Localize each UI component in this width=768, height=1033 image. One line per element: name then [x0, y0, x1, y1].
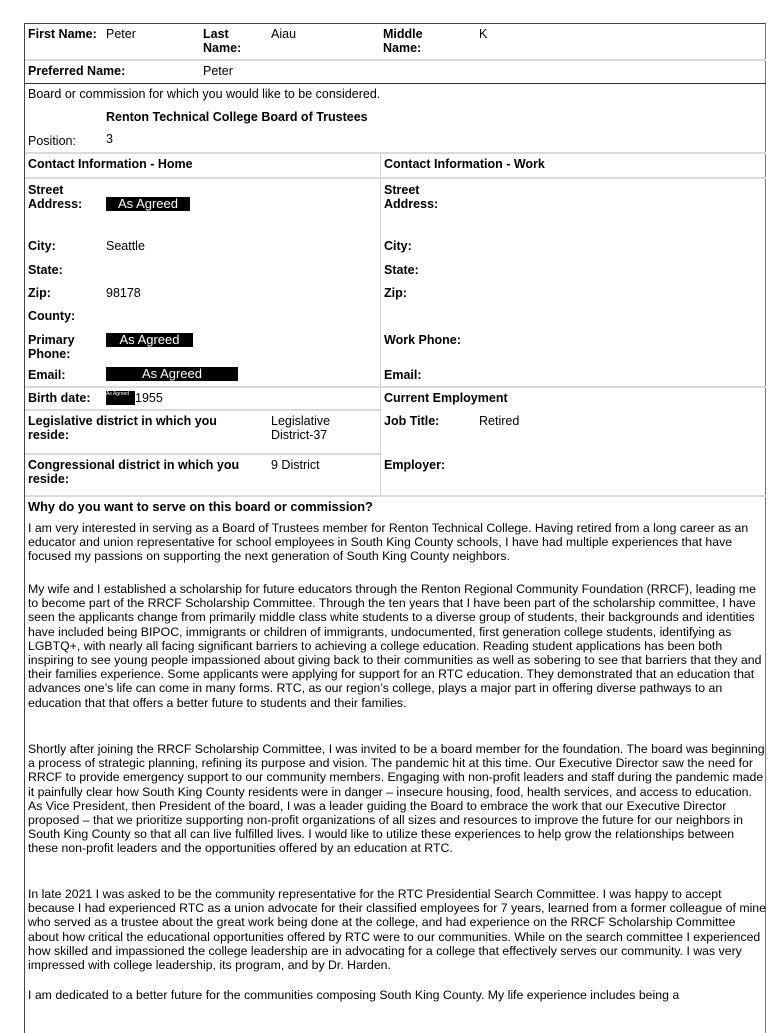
essay-paragraph: I am dedicated to a better future for the communities composing South King County. My life experience includes being a: [28, 988, 680, 1002]
divider: [25, 495, 766, 497]
last-name-label: Last Name:: [203, 27, 242, 55]
position-label: Position:: [28, 134, 76, 148]
middle-name-label: Middle Name:: [383, 27, 423, 55]
home-zip-label: Zip:: [28, 286, 51, 300]
essay-paragraph: Shortly after joining the RRCF Scholarship Committee, I was invited to be a board member for the foundation. The board was beginning a process of strategic planning, refining its purpose and vision. The pandemic hit at this time. Our Executive Director saw the need for RRCF to provide emergency support to our community members. Engaging with non-profit leaders and staff during the pandemic made it painfully clear how South King County residents were in danger – insecure housing, food, health services, and access to education. As Vice President, then President of the board, I was a leader guiding the Board to embrace the work that our Executive Director proposed – that we prioritize supporting non-profit organizations of all sizes and resources to improve the future for our neighbors in South King County so that all can live fulfilled lives. I would like to utilize these experiences to help grow the relationships between these non-profit leaders and the opportunities offered by an education at RTC.: [28, 742, 765, 856]
essay-paragraph: My wife and I established a scholarship for future educators through the Renton Regional Community Foundation (RRCF), leading me to become part of the RRCF Scholarship Committee. Through the ten years that I have been part of the scholarship committee, I have seen the applicants change from primarily middle class white students to a diverse group of students, their backgrounds and identities have included being BIPOC, immigrants or children of immigrants, undocumented, first generation college students, identifying as LGBTQ+, with nearly all facing significant barriers to achieving a college education. Reading student applications has been both inspiring to see young people impassioned about giving back to their communities as well as sobering to see that barriers that they and their families experience. Some applicants were applying for support for an RTC education. They demonstrated that an education that advances one’s life can come in many forms. RTC, as our region’s college, plays a major part in offering diverse pathways to an education that that offers a better future to students and their families.: [28, 582, 762, 710]
essay-paragraph: In late 2021 I was asked to be the community representative for the RTC Presidential Search Committee. I was happy to accept because I had experienced RTC as a union advocate for their classified employees for 7 years, learned from a former colleague of mine who served as a trustee about the great work being done at the college, and had experience on the RRCF Scholarship Committee about how critical the educational opportunities offered by RTC were to our communities. While on the search committee I experienced how skilled and impassioned the college leadership are in advocating for a college that effectively serves our community. I was very impressed with college leadership, its program, and by Dr. Harden.: [28, 887, 766, 973]
preferred-name-label: Preferred Name:: [28, 64, 126, 78]
divider: [25, 177, 766, 179]
contact-work-heading: Contact Information - Work: [384, 157, 545, 171]
divider: [25, 409, 380, 411]
birth-date-redacted: As Agreed: [106, 391, 135, 405]
home-zip-value: 98178: [106, 286, 141, 300]
job-title-value: Retired: [479, 414, 520, 428]
home-city-value: Seattle: [106, 239, 145, 253]
home-city-label: City:: [28, 239, 56, 253]
work-state-label: State:: [384, 263, 419, 277]
divider: [25, 453, 380, 455]
home-street-value-redacted: As Agreed: [106, 197, 190, 211]
essay-paragraph: I am very interested in serving as a Board of Trustees member for Renton Technical College. Having retired from a long career as an educator and union representative for school employees in South King County schools, I have had multiple experiences that have focused my passions on supporting the next generation of South King County neighbors.: [28, 521, 749, 564]
work-phone-label: Work Phone:: [384, 333, 461, 347]
preferred-name-value: Peter: [203, 64, 233, 78]
first-name-label: First Name:: [28, 27, 97, 41]
work-street-label: Street Address:: [384, 183, 439, 211]
board-prompt: Board or commission for which you would like to be considered.: [28, 87, 381, 101]
divider: [25, 152, 766, 154]
divider: [25, 386, 766, 388]
home-phone-label: Primary Phone:: [28, 333, 75, 361]
birth-date-year: 1955: [135, 391, 163, 405]
legislative-district-value: Legislative District-37: [271, 414, 331, 442]
column-divider: [380, 153, 381, 496]
board-name: Renton Technical College Board of Trustees: [106, 110, 368, 124]
job-title-label: Job Title:: [384, 414, 440, 428]
position-value: 3: [106, 132, 113, 146]
home-email-value-redacted: As Agreed: [106, 367, 238, 381]
legislative-district-label: Legislative district in which you reside:: [28, 414, 217, 442]
home-county-label: County:: [28, 309, 76, 323]
home-street-label: Street Address:: [28, 183, 83, 211]
divider: [25, 59, 766, 61]
home-state-label: State:: [28, 263, 63, 277]
home-email-label: Email:: [28, 368, 66, 382]
work-city-label: City:: [384, 239, 412, 253]
employer-label: Employer:: [384, 458, 446, 472]
congressional-district-label: Congressional district in which you reside:: [28, 458, 240, 486]
congressional-district-value: 9 District: [271, 458, 320, 472]
contact-home-heading: Contact Information - Home: [28, 157, 193, 171]
first-name-value: Peter: [106, 27, 136, 41]
home-phone-value-redacted: As Agreed: [106, 333, 193, 347]
current-employment-heading: Current Employment: [384, 391, 508, 405]
last-name-value: Aiau: [271, 27, 297, 41]
work-email-label: Email:: [384, 368, 422, 382]
section-divider: [25, 83, 766, 84]
work-zip-label: Zip:: [384, 286, 407, 300]
birth-date-label: Birth date:: [28, 391, 91, 405]
essay-question: Why do you want to serve on this board or commission?: [28, 499, 373, 514]
middle-name-value: K: [479, 27, 488, 41]
application-form: [24, 23, 766, 1033]
